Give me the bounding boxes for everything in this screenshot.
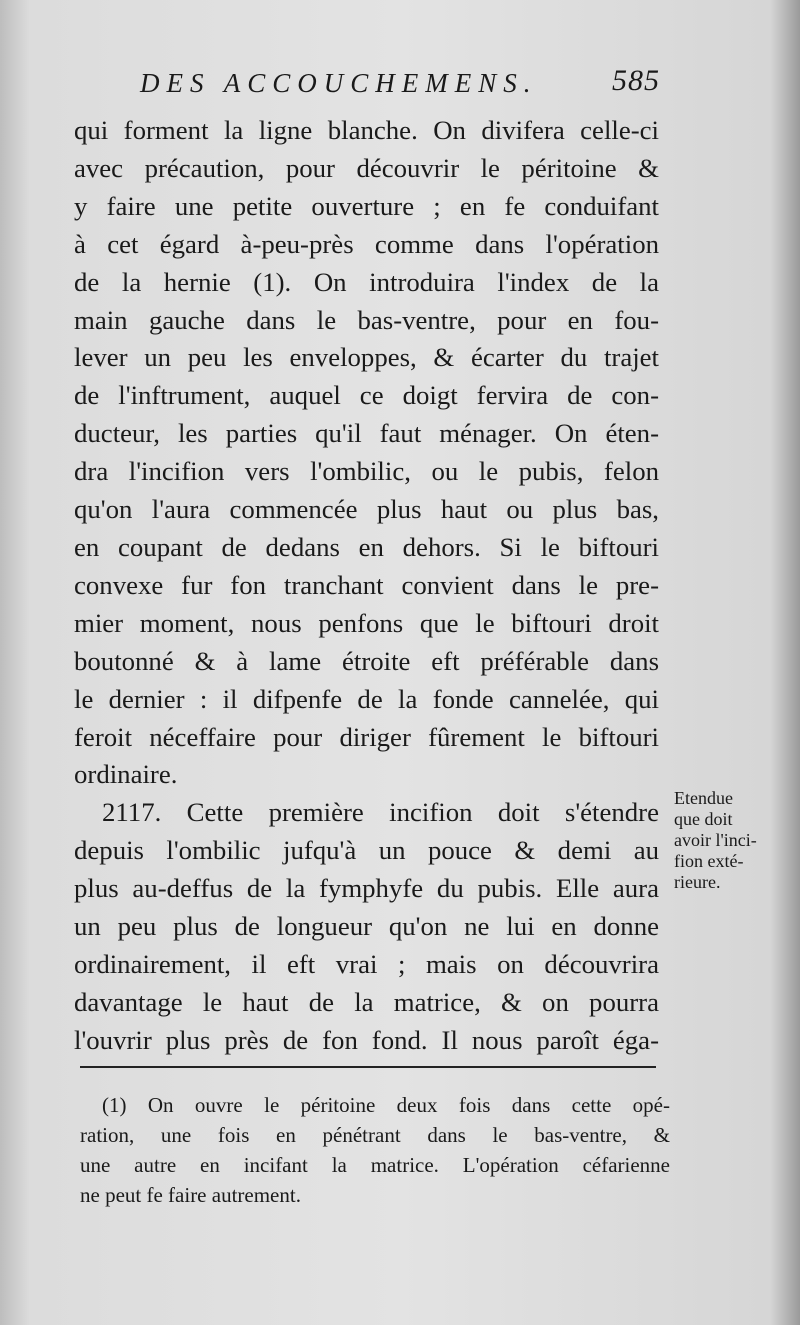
text-line: main gauche dans le bas-ventre, pour en fou- [74,304,659,335]
text-line: convexe fur fon tranchant convient dans le pre- [74,569,659,600]
text-line: le dernier : il difpenfe de la fonde cannelée, qui [74,683,659,714]
text-line: plus au-deffus de la fymphyfe du pubis. Elle aura [74,873,659,904]
margin-note-line: que doit [674,809,733,829]
text-line: avec précaution, pour découvrir le péritoine & [74,152,659,183]
text-line: l'ouvrir plus près de fon fond. Il nous paroît éga- [74,1024,659,1055]
margin-note [674,788,784,893]
footnote [80,1090,670,1210]
margin-note-line: avoir l'inci- [674,830,757,850]
body-text [74,112,659,1060]
text-line: mier moment, nous penfons que le biftouri droit [74,607,659,638]
text-line: depuis l'ombilic jufqu'à un pouce & demi au [74,835,659,866]
text-line: y faire une petite ouverture ; en fe conduifant [74,190,659,221]
page-number: 585 [612,64,660,97]
text-line: qui forment la ligne blanche. On divifera celle-ci [74,115,659,145]
running-head: DES ACCOUCHEMENS. [140,68,538,98]
page-header [140,64,660,108]
text-line: de l'inftrument, auquel ce doigt fervira de con- [74,380,659,411]
text-line: ordinairement, il eft vrai ; mais on découvrira [74,948,659,979]
text-line: qu'on l'aura commencée plus haut ou plus bas, [74,494,659,525]
text-line: à cet égard à-peu-près comme dans l'opération [74,228,659,259]
footnote-line: ration, une fois en pénétrant dans le bas-ventre, & [80,1123,670,1147]
text-line: boutonné & à lame étroite eft préférable dans [74,645,659,676]
text-line: de la hernie (1). On introduira l'index de la [74,266,659,297]
margin-note-line: fion exté- [674,851,744,871]
footnote-divider [80,1066,656,1068]
text-line: ducteur, les parties qu'il faut ménager. On éten- [74,418,659,449]
text-line: lever un peu les enveloppes, & écarter du trajet [74,342,659,373]
footnote-line: ne peut fe faire autrement. [80,1183,301,1207]
paragraph-start-2117: 2117. Cette première incifion doit s'étendre [102,797,659,828]
footnote-line: (1) On ouvre le péritoine deux fois dans cette opé- [102,1093,670,1117]
margin-note-line: rieure. [674,872,721,892]
text-line: en coupant de dedans en dehors. Si le biftouri [74,531,659,562]
text-line: ordinaire. [74,759,178,790]
text-line: davantage le haut de la matrice, & on pourra [74,986,659,1017]
footnote-line: une autre en incifant la matrice. L'opération céfarienne [80,1153,670,1177]
text-line: feroit néceffaire pour diriger fûrement le biftouri [74,721,659,752]
margin-note-line: Etendue [674,788,733,808]
text-line: un peu plus de longueur qu'on ne lui en donne [74,911,659,942]
text-line: dra l'incifion vers l'ombilic, ou le pubis, felon [74,456,659,487]
